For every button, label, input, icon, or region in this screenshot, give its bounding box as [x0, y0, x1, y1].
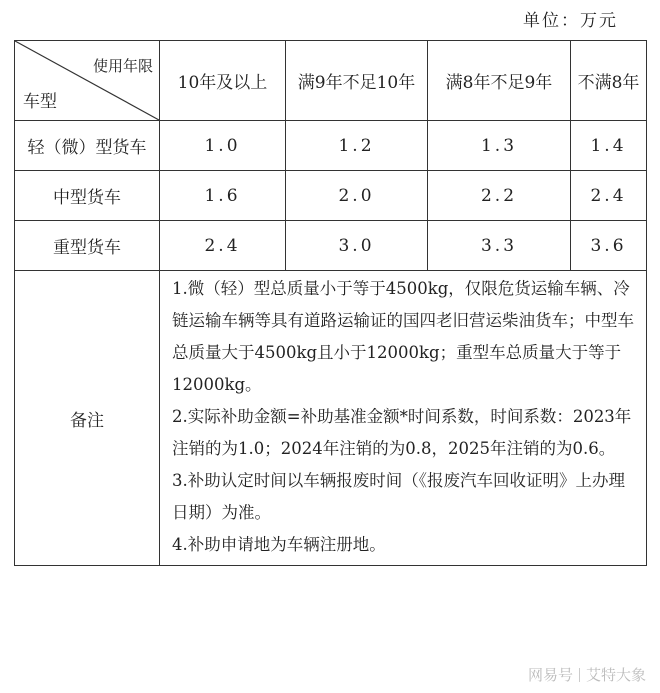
watermark-site: 网易号 — [527, 667, 573, 684]
unit-label: 单位：万元 — [523, 11, 618, 31]
corner-bottom-label: 车型 — [23, 92, 57, 112]
table-cell: 3.3 — [428, 221, 571, 271]
watermark — [528, 664, 646, 685]
table-cell: 3.6 — [571, 221, 647, 271]
notes-cell — [160, 271, 647, 566]
table-row — [15, 221, 647, 271]
watermark-author: 艾特大象 — [585, 667, 646, 684]
corner-header-cell — [15, 41, 160, 121]
note-item: 1.微（轻）型总质量小于等于4500kg，仅限危货运输车辆、冷链运输车辆等具有道路运输证的国四老旧营运柴油货车；中型车总质量大于4500kg且小于12000kg；重型车总质量大于等于12000kg。 — [172, 279, 634, 394]
watermark-divider — [579, 668, 580, 682]
column-header: 满9年不足10年 — [286, 41, 428, 121]
column-header: 10年及以上 — [160, 41, 286, 121]
row-label: 重型货车 — [15, 221, 160, 271]
table-cell: 2.4 — [571, 171, 647, 221]
table-cell: 1.3 — [428, 121, 571, 171]
notes-label: 备注 — [15, 271, 160, 566]
row-label: 轻（微）型货车 — [15, 121, 160, 171]
note-item: 4.补助申请地为车辆注册地。 — [172, 535, 386, 554]
note-item: 3.补助认定时间以车辆报废时间（《报废汽车回收证明》上办理日期）为准。 — [172, 471, 625, 522]
table-header-row — [15, 41, 647, 121]
notes-row — [15, 271, 647, 566]
table-cell: 1.0 — [160, 121, 286, 171]
table-row — [15, 171, 647, 221]
note-item: 2.实际补助金额=补助基准金额*时间系数，时间系数：2023年注销的为1.0；2024年注销的为0.8，2025年注销的为0.6。 — [172, 407, 632, 458]
column-header: 满8年不足9年 — [428, 41, 571, 121]
table-cell: 2.4 — [160, 221, 286, 271]
corner-top-label: 使用年限 — [92, 57, 153, 75]
table-cell: 1.2 — [286, 121, 428, 171]
column-header: 不满8年 — [571, 41, 647, 121]
row-label: 中型货车 — [15, 171, 160, 221]
table-cell: 2.0 — [286, 171, 428, 221]
table-cell: 2.2 — [428, 171, 571, 221]
table-cell: 1.4 — [571, 121, 647, 171]
table-row — [15, 121, 647, 171]
table-cell: 3.0 — [286, 221, 428, 271]
table-cell: 1.6 — [160, 171, 286, 221]
subsidy-table — [14, 40, 647, 566]
